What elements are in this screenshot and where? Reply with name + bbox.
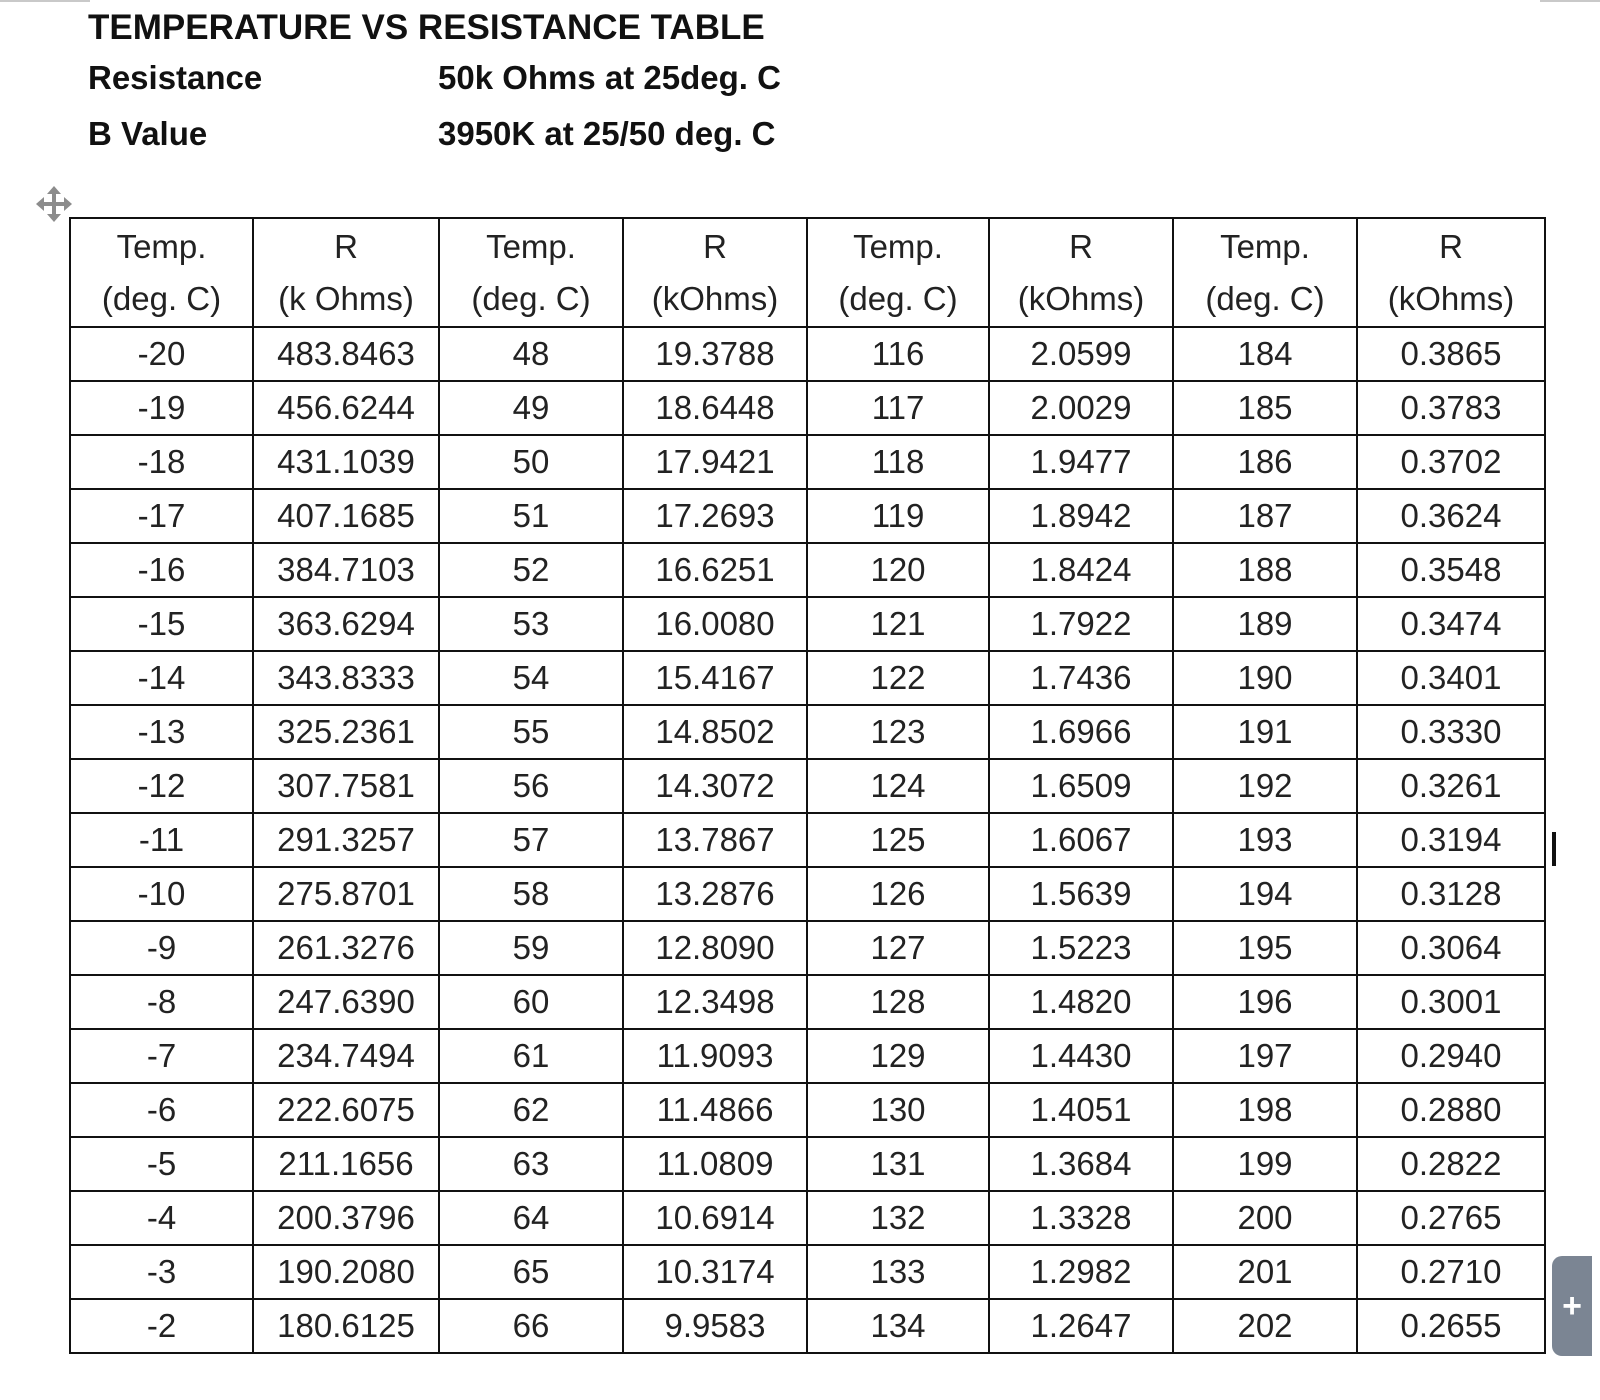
resistance-cell[interactable]: 0.3330 (1357, 705, 1545, 759)
temperature-cell[interactable]: -13 (70, 705, 253, 759)
table-row (70, 975, 1545, 1029)
temperature-cell[interactable]: 50 (439, 435, 623, 489)
table-row (70, 759, 1545, 813)
resistance-cell[interactable]: 1.2647 (989, 1299, 1173, 1353)
temperature-cell[interactable]: -9 (70, 921, 253, 975)
temperature-cell[interactable]: 122 (807, 651, 989, 705)
temperature-cell[interactable]: -2 (70, 1299, 253, 1353)
resistance-cell[interactable]: 1.6966 (989, 705, 1173, 759)
temperature-cell[interactable]: -11 (70, 813, 253, 867)
temperature-cell[interactable]: 189 (1173, 597, 1357, 651)
table-row (70, 921, 1545, 975)
spec-row-resistance (88, 50, 888, 106)
table-row (70, 813, 1545, 867)
resistance-cell[interactable]: 17.9421 (623, 435, 807, 489)
resistance-cell[interactable]: 0.3001 (1357, 975, 1545, 1029)
resistance-cell[interactable]: 2.0029 (989, 381, 1173, 435)
column-header-unit: (kOhms) (651, 279, 779, 317)
temperature-resistance-table (69, 217, 1546, 1354)
table-row (70, 1191, 1545, 1245)
temperature-cell[interactable]: 132 (807, 1191, 989, 1245)
temperature-cell[interactable]: 197 (1173, 1029, 1357, 1083)
move-arrows-icon[interactable] (34, 184, 74, 224)
resistance-cell[interactable]: 11.0809 (623, 1137, 807, 1191)
plus-icon: + (1562, 1286, 1582, 1325)
temperature-cell[interactable]: 126 (807, 867, 989, 921)
resistance-cell[interactable]: 234.7494 (253, 1029, 439, 1083)
resistance-cell[interactable]: 1.9477 (989, 435, 1173, 489)
resistance-cell[interactable]: 1.7436 (989, 651, 1173, 705)
page-corner-mark-left (0, 0, 90, 2)
resistance-cell[interactable]: 1.4820 (989, 975, 1173, 1029)
temperature-cell[interactable]: 199 (1173, 1137, 1357, 1191)
temperature-cell[interactable]: -7 (70, 1029, 253, 1083)
temperature-cell[interactable]: 62 (439, 1083, 623, 1137)
temperature-cell[interactable]: 54 (439, 651, 623, 705)
resistance-cell[interactable]: 14.3072 (623, 759, 807, 813)
column-header-unit: (kOhms) (1017, 279, 1145, 317)
temperature-cell[interactable]: -4 (70, 1191, 253, 1245)
resistance-cell[interactable]: 0.3474 (1357, 597, 1545, 651)
resistance-cell[interactable]: 2.0599 (989, 327, 1173, 381)
resistance-cell[interactable]: 0.3401 (1357, 651, 1545, 705)
resistance-cell[interactable]: 0.2710 (1357, 1245, 1545, 1299)
resistance-cell[interactable]: 275.8701 (253, 867, 439, 921)
table-row (70, 1137, 1545, 1191)
column-header (807, 218, 989, 327)
column-header-unit: (k Ohms) (278, 279, 414, 317)
temperature-cell[interactable]: 53 (439, 597, 623, 651)
resistance-cell[interactable]: 180.6125 (253, 1299, 439, 1353)
resistance-cell[interactable]: 1.5639 (989, 867, 1173, 921)
temperature-cell[interactable]: 127 (807, 921, 989, 975)
column-header (1357, 218, 1545, 327)
temperature-cell[interactable]: 191 (1173, 705, 1357, 759)
temperature-cell[interactable]: 184 (1173, 327, 1357, 381)
resistance-cell[interactable]: 307.7581 (253, 759, 439, 813)
table-row (70, 705, 1545, 759)
temperature-cell[interactable]: 56 (439, 759, 623, 813)
column-header-label: R (1069, 227, 1093, 265)
resistance-cell[interactable]: 0.2765 (1357, 1191, 1545, 1245)
temperature-cell[interactable]: 57 (439, 813, 623, 867)
temperature-cell[interactable]: 201 (1173, 1245, 1357, 1299)
temperature-cell[interactable]: 187 (1173, 489, 1357, 543)
temperature-cell[interactable]: 123 (807, 705, 989, 759)
temperature-cell[interactable]: -15 (70, 597, 253, 651)
temperature-cell[interactable]: -16 (70, 543, 253, 597)
column-header-label: Temp. (1220, 227, 1310, 265)
temperature-cell[interactable]: 65 (439, 1245, 623, 1299)
temperature-cell[interactable]: -20 (70, 327, 253, 381)
column-header-unit: (deg. C) (101, 279, 222, 317)
table-row (70, 867, 1545, 921)
table-row (70, 1029, 1545, 1083)
table-row (70, 1083, 1545, 1137)
table-body (70, 327, 1545, 1353)
spec-value: 3950K at 25/50 deg. C (438, 115, 776, 152)
temperature-cell[interactable]: 192 (1173, 759, 1357, 813)
column-header-unit: (deg. C) (1205, 279, 1325, 317)
temperature-cell[interactable]: 119 (807, 489, 989, 543)
temperature-cell[interactable]: 120 (807, 543, 989, 597)
resistance-cell[interactable]: 384.7103 (253, 543, 439, 597)
resistance-cell[interactable]: 1.7922 (989, 597, 1173, 651)
temperature-cell[interactable]: -5 (70, 1137, 253, 1191)
resistance-cell[interactable]: 1.8424 (989, 543, 1173, 597)
temperature-cell[interactable]: 48 (439, 327, 623, 381)
page-corner-mark-right (1540, 0, 1600, 2)
resistance-cell[interactable]: 13.7867 (623, 813, 807, 867)
resistance-cell[interactable]: 1.5223 (989, 921, 1173, 975)
column-header (70, 218, 253, 327)
resistance-cell[interactable]: 0.2940 (1357, 1029, 1545, 1083)
temperature-cell[interactable]: -19 (70, 381, 253, 435)
table-row (70, 435, 1545, 489)
resistance-cell[interactable]: 200.3796 (253, 1191, 439, 1245)
spec-label: Resistance (88, 59, 263, 96)
document-header (88, 6, 888, 162)
spec-label: B Value (88, 115, 208, 152)
temperature-cell[interactable]: 129 (807, 1029, 989, 1083)
temperature-cell[interactable]: -12 (70, 759, 253, 813)
resistance-cell[interactable]: 247.6390 (253, 975, 439, 1029)
temperature-cell[interactable]: -8 (70, 975, 253, 1029)
temperature-cell[interactable]: -3 (70, 1245, 253, 1299)
temperature-cell[interactable]: 133 (807, 1245, 989, 1299)
resistance-cell[interactable]: 0.3624 (1357, 489, 1545, 543)
resistance-cell[interactable]: 0.3128 (1357, 867, 1545, 921)
resistance-cell[interactable]: 1.2982 (989, 1245, 1173, 1299)
resistance-cell[interactable]: 11.9093 (623, 1029, 807, 1083)
temperature-cell[interactable]: 193 (1173, 813, 1357, 867)
temperature-cell[interactable]: 60 (439, 975, 623, 1029)
resistance-cell[interactable]: 261.3276 (253, 921, 439, 975)
table-row (70, 543, 1545, 597)
column-header-label: R (1439, 227, 1463, 265)
temperature-cell[interactable]: 51 (439, 489, 623, 543)
temperature-cell[interactable]: 49 (439, 381, 623, 435)
resistance-cell[interactable]: 0.3261 (1357, 759, 1545, 813)
temperature-cell[interactable]: 128 (807, 975, 989, 1029)
temperature-cell[interactable]: 116 (807, 327, 989, 381)
resistance-cell[interactable]: 0.2822 (1357, 1137, 1545, 1191)
resistance-cell[interactable]: 291.3257 (253, 813, 439, 867)
column-header (989, 218, 1173, 327)
resistance-cell[interactable]: 0.3194 (1357, 813, 1545, 867)
resistance-cell[interactable]: 1.6509 (989, 759, 1173, 813)
resistance-cell[interactable]: 1.3684 (989, 1137, 1173, 1191)
column-header (253, 218, 439, 327)
table-row (70, 327, 1545, 381)
resistance-cell[interactable]: 12.8090 (623, 921, 807, 975)
resistance-cell[interactable]: 18.6448 (623, 381, 807, 435)
resistance-cell[interactable]: 13.2876 (623, 867, 807, 921)
column-header (623, 218, 807, 327)
temperature-cell[interactable]: 202 (1173, 1299, 1357, 1353)
resistance-cell[interactable]: 14.8502 (623, 705, 807, 759)
temperature-cell[interactable]: 66 (439, 1299, 623, 1353)
temperature-resistance-table-container (69, 217, 1544, 1354)
column-header-label: Temp. (853, 227, 943, 265)
resistance-cell[interactable]: 1.4051 (989, 1083, 1173, 1137)
temperature-cell[interactable]: 63 (439, 1137, 623, 1191)
resistance-cell[interactable]: 325.2361 (253, 705, 439, 759)
temperature-cell[interactable]: 198 (1173, 1083, 1357, 1137)
add-button[interactable] (1552, 1256, 1592, 1356)
temperature-cell[interactable]: 125 (807, 813, 989, 867)
spec-value: 50k Ohms at 25deg. C (438, 59, 781, 96)
temperature-cell[interactable]: -18 (70, 435, 253, 489)
resistance-cell[interactable]: 483.8463 (253, 327, 439, 381)
temperature-cell[interactable]: 117 (807, 381, 989, 435)
column-header-label: Temp. (486, 227, 576, 265)
resistance-cell[interactable]: 17.2693 (623, 489, 807, 543)
temperature-cell[interactable]: 195 (1173, 921, 1357, 975)
temperature-cell[interactable]: 58 (439, 867, 623, 921)
temperature-cell[interactable]: 196 (1173, 975, 1357, 1029)
resistance-cell[interactable]: 407.1685 (253, 489, 439, 543)
column-header-label: R (703, 227, 727, 265)
table-row (70, 489, 1545, 543)
table-row (70, 1299, 1545, 1353)
resistance-cell[interactable]: 222.6075 (253, 1083, 439, 1137)
resistance-cell[interactable]: 16.6251 (623, 543, 807, 597)
resistance-cell[interactable]: 0.3064 (1357, 921, 1545, 975)
temperature-cell[interactable]: 121 (807, 597, 989, 651)
column-header (1173, 218, 1357, 327)
resistance-cell[interactable]: 190.2080 (253, 1245, 439, 1299)
temperature-cell[interactable]: 200 (1173, 1191, 1357, 1245)
column-header-unit: (deg. C) (838, 279, 958, 317)
resistance-cell[interactable]: 343.8333 (253, 651, 439, 705)
resistance-cell[interactable]: 0.3548 (1357, 543, 1545, 597)
resistance-cell[interactable]: 1.6067 (989, 813, 1173, 867)
resistance-cell[interactable]: 12.3498 (623, 975, 807, 1029)
table-row (70, 1245, 1545, 1299)
resistance-cell[interactable]: 1.4430 (989, 1029, 1173, 1083)
resistance-cell[interactable]: 11.4866 (623, 1083, 807, 1137)
temperature-cell[interactable]: 59 (439, 921, 623, 975)
temperature-cell[interactable]: 124 (807, 759, 989, 813)
resistance-cell[interactable]: 456.6244 (253, 381, 439, 435)
column-header-label: R (334, 227, 358, 265)
temperature-cell[interactable]: 118 (807, 435, 989, 489)
table-header-row (70, 218, 1545, 327)
resistance-cell[interactable]: 1.8942 (989, 489, 1173, 543)
column-header-label: Temp. (116, 227, 207, 265)
resistance-cell[interactable]: 0.3702 (1357, 435, 1545, 489)
column-header-unit: (deg. C) (471, 279, 591, 317)
temperature-cell[interactable]: 55 (439, 705, 623, 759)
column-header-unit: (kOhms) (1387, 279, 1515, 317)
resistance-cell[interactable]: 16.0080 (623, 597, 807, 651)
resistance-cell[interactable]: 0.3865 (1357, 327, 1545, 381)
temperature-cell[interactable]: -10 (70, 867, 253, 921)
resistance-cell[interactable]: 211.1656 (253, 1137, 439, 1191)
resistance-cell[interactable]: 431.1039 (253, 435, 439, 489)
table-row (70, 651, 1545, 705)
temperature-cell[interactable]: 134 (807, 1299, 989, 1353)
table-row (70, 381, 1545, 435)
temperature-cell[interactable]: 64 (439, 1191, 623, 1245)
resistance-cell[interactable]: 19.3788 (623, 327, 807, 381)
temperature-cell[interactable]: 52 (439, 543, 623, 597)
temperature-cell[interactable]: 61 (439, 1029, 623, 1083)
resistance-cell[interactable]: 15.4167 (623, 651, 807, 705)
resistance-cell[interactable]: 0.3783 (1357, 381, 1545, 435)
resistance-cell[interactable]: 0.2655 (1357, 1299, 1545, 1353)
resistance-cell[interactable]: 10.3174 (623, 1245, 807, 1299)
temperature-cell[interactable]: 186 (1173, 435, 1357, 489)
table-row (70, 597, 1545, 651)
text-cursor (1552, 832, 1556, 866)
temperature-cell[interactable]: 130 (807, 1083, 989, 1137)
temperature-cell[interactable]: -6 (70, 1083, 253, 1137)
temperature-cell[interactable]: 185 (1173, 381, 1357, 435)
temperature-cell[interactable]: 194 (1173, 867, 1357, 921)
column-header (439, 218, 623, 327)
temperature-cell[interactable]: -14 (70, 651, 253, 705)
resistance-cell[interactable]: 363.6294 (253, 597, 439, 651)
resistance-cell[interactable]: 10.6914 (623, 1191, 807, 1245)
resistance-cell[interactable]: 1.3328 (989, 1191, 1173, 1245)
temperature-cell[interactable]: 131 (807, 1137, 989, 1191)
resistance-cell[interactable]: 9.9583 (623, 1299, 807, 1353)
temperature-cell[interactable]: 190 (1173, 651, 1357, 705)
resistance-cell[interactable]: 0.2880 (1357, 1083, 1545, 1137)
spec-row-b-value (88, 106, 888, 162)
temperature-cell[interactable]: 188 (1173, 543, 1357, 597)
document-title: TEMPERATURE VS RESISTANCE TABLE (88, 8, 765, 47)
temperature-cell[interactable]: -17 (70, 489, 253, 543)
